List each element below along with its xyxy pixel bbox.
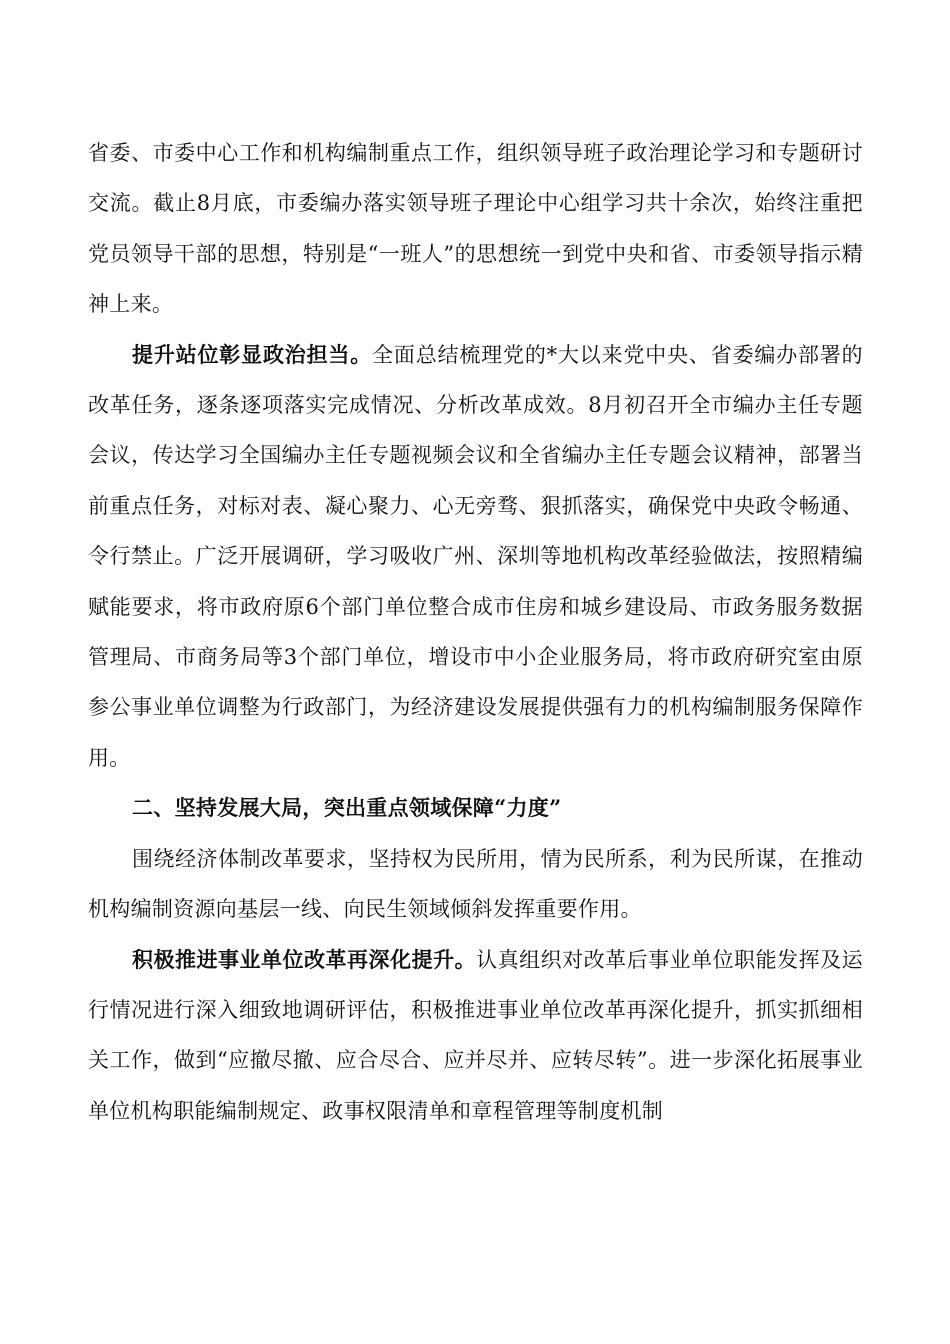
- paragraph-text: 省委、市委中心工作和机构编制重点工作，组织领导班子政治理论学习和专题研讨交流。截止8月底，市委编办落实领导班子理论中心组学习共十余次，始终注重把党员领导干部的思想，特别是“一班人”的思想统一到党中央和省、市委领导指示精神上来。: [88, 141, 863, 317]
- paragraph-lead-heading: 积极推进事业单位改革再深化提升。: [132, 946, 477, 972]
- paragraph-text: 认真组织对改革后事业单位职能发挥及运行情况进行深入细致地调研评估，积极推进事业单位改革再深化提升，抓实抓细相关工作，做到“应撤尽撤、应合尽合、应并尽并、应转尽转”。进一步深化拓展事业单位机构职能编制规定、政事权限清单和章程管理等制度机制: [88, 947, 863, 1123]
- section-heading: 二、坚持发展大局，突出重点领域保障“力度”: [132, 795, 562, 821]
- paragraph-institution-reform: [88, 935, 863, 1137]
- paragraph-political-responsibility: [88, 330, 863, 784]
- paragraph-text: 围绕经济体制改革要求，坚持权为民所用，情为民所系，利为民所谋，在推动机构编制资源向基层一线、向民生领域倾斜发挥重要作用。: [88, 846, 863, 922]
- document-body: [88, 128, 863, 1136]
- paragraph-text: 全面总结梳理党的*大以来党中央、省委编办部署的改革任务，逐条逐项落实完成情况、分析改革成效。8月初召开全市编办主任专题会议，传达学习全国编办主任专题视频会议和全省编办主任专题会议精神，部署当前重点任务，对标对表、凝心聚力、心无旁骛、狠抓落实，确保党中央政令畅通、令行禁止。广泛开展调研，学习吸收广州、深圳等地机构改革经验做法，按照精编赋能要求，将市政府原6个部门单位整合成市住房和城乡建设局、市政务服务数据管理局、市商务局等3个部门单位，增设市中小企业服务局，将市政府研究室由原参公事业单位调整为行政部门，为经济建设发展提供强有力的机构编制服务保障作用。: [88, 342, 863, 770]
- paragraph-economic-reform: [88, 834, 863, 935]
- paragraph-lead-heading: 提升站位彰显政治担当。: [132, 341, 373, 367]
- paragraph-continuation: [88, 128, 863, 330]
